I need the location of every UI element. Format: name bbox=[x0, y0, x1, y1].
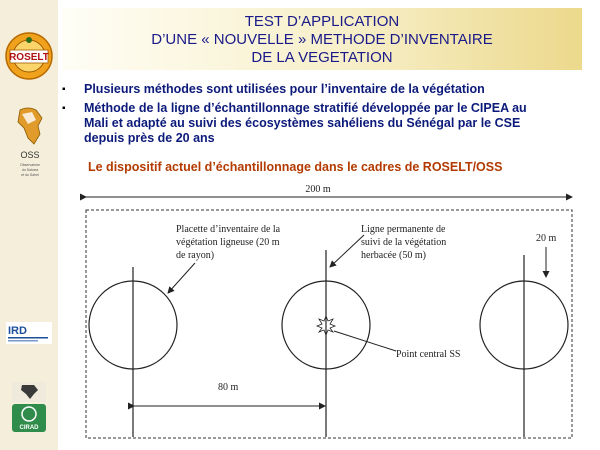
title-line-1: TEST D’APPLICATION bbox=[244, 13, 400, 30]
point-central-pointer bbox=[334, 331, 396, 351]
placette-label-2: végétation ligneuse (20 m bbox=[176, 237, 280, 248]
sampling-diagram bbox=[80, 175, 580, 445]
africa-emblem-logo bbox=[12, 382, 46, 402]
plot-frame bbox=[86, 210, 572, 438]
bullet-item bbox=[62, 101, 587, 146]
oss-logo bbox=[10, 104, 50, 184]
bullet-text: depuis près de 20 ans bbox=[84, 131, 215, 145]
cirad-logo bbox=[12, 404, 46, 432]
bullet-item bbox=[62, 82, 587, 97]
title-line-3: DE LA VEGETATION bbox=[251, 49, 393, 66]
ird-logo-text: IRD bbox=[8, 325, 27, 337]
oss-caption-2: du Sahara bbox=[21, 168, 39, 172]
logo-sidebar bbox=[0, 0, 58, 450]
placette-label-3: de rayon) bbox=[176, 250, 215, 261]
cirad-logo-text: CIRAD bbox=[19, 425, 39, 431]
ligne-label-1: Ligne permanente de bbox=[361, 224, 446, 235]
spacing-label: 80 m bbox=[218, 382, 239, 393]
placette-pointer bbox=[168, 263, 195, 293]
oss-caption-1: Observatoire bbox=[19, 163, 41, 167]
bullet-text: Méthode de la ligne d’échantillonnage stratifié développée par le CIPEA au bbox=[84, 101, 527, 115]
roselt-logo bbox=[4, 28, 54, 90]
point-central-label: Point central SS bbox=[396, 349, 461, 360]
oss-logo-text: OSS bbox=[20, 150, 40, 160]
bullet-list bbox=[62, 82, 587, 150]
ird-logo bbox=[6, 322, 52, 344]
ligne-pointer bbox=[330, 235, 364, 267]
oss-caption-3: et du Sahel bbox=[21, 173, 39, 177]
radius-label: 20 m bbox=[536, 233, 557, 244]
bullet-text: Mali et adapté au suivi des écosystèmes sahéliens du Sénégal par le CSE bbox=[84, 116, 521, 130]
placette-label-1: Placette d’inventaire de la bbox=[176, 224, 281, 235]
roselt-logo-text: ROSELT bbox=[9, 52, 49, 63]
total-length-label: 200 m bbox=[305, 184, 331, 195]
diagram-subtitle: Le dispositif actuel d’échantillonnage dans le cadres de ROSELT/OSS bbox=[88, 160, 503, 174]
title-line-2: D’UNE « NOUVELLE » METHODE D’INVENTAIRE bbox=[151, 31, 493, 48]
ligne-label-3: herbacée (50 m) bbox=[361, 250, 426, 261]
bullet-marker: ▪ bbox=[62, 84, 66, 95]
bullet-text: Plusieurs méthodes sont utilisées pour l’inventaire de la végétation bbox=[84, 82, 485, 96]
ligne-label-2: suivi de la végétation bbox=[361, 237, 447, 248]
bullet-marker: ▪ bbox=[62, 103, 66, 114]
